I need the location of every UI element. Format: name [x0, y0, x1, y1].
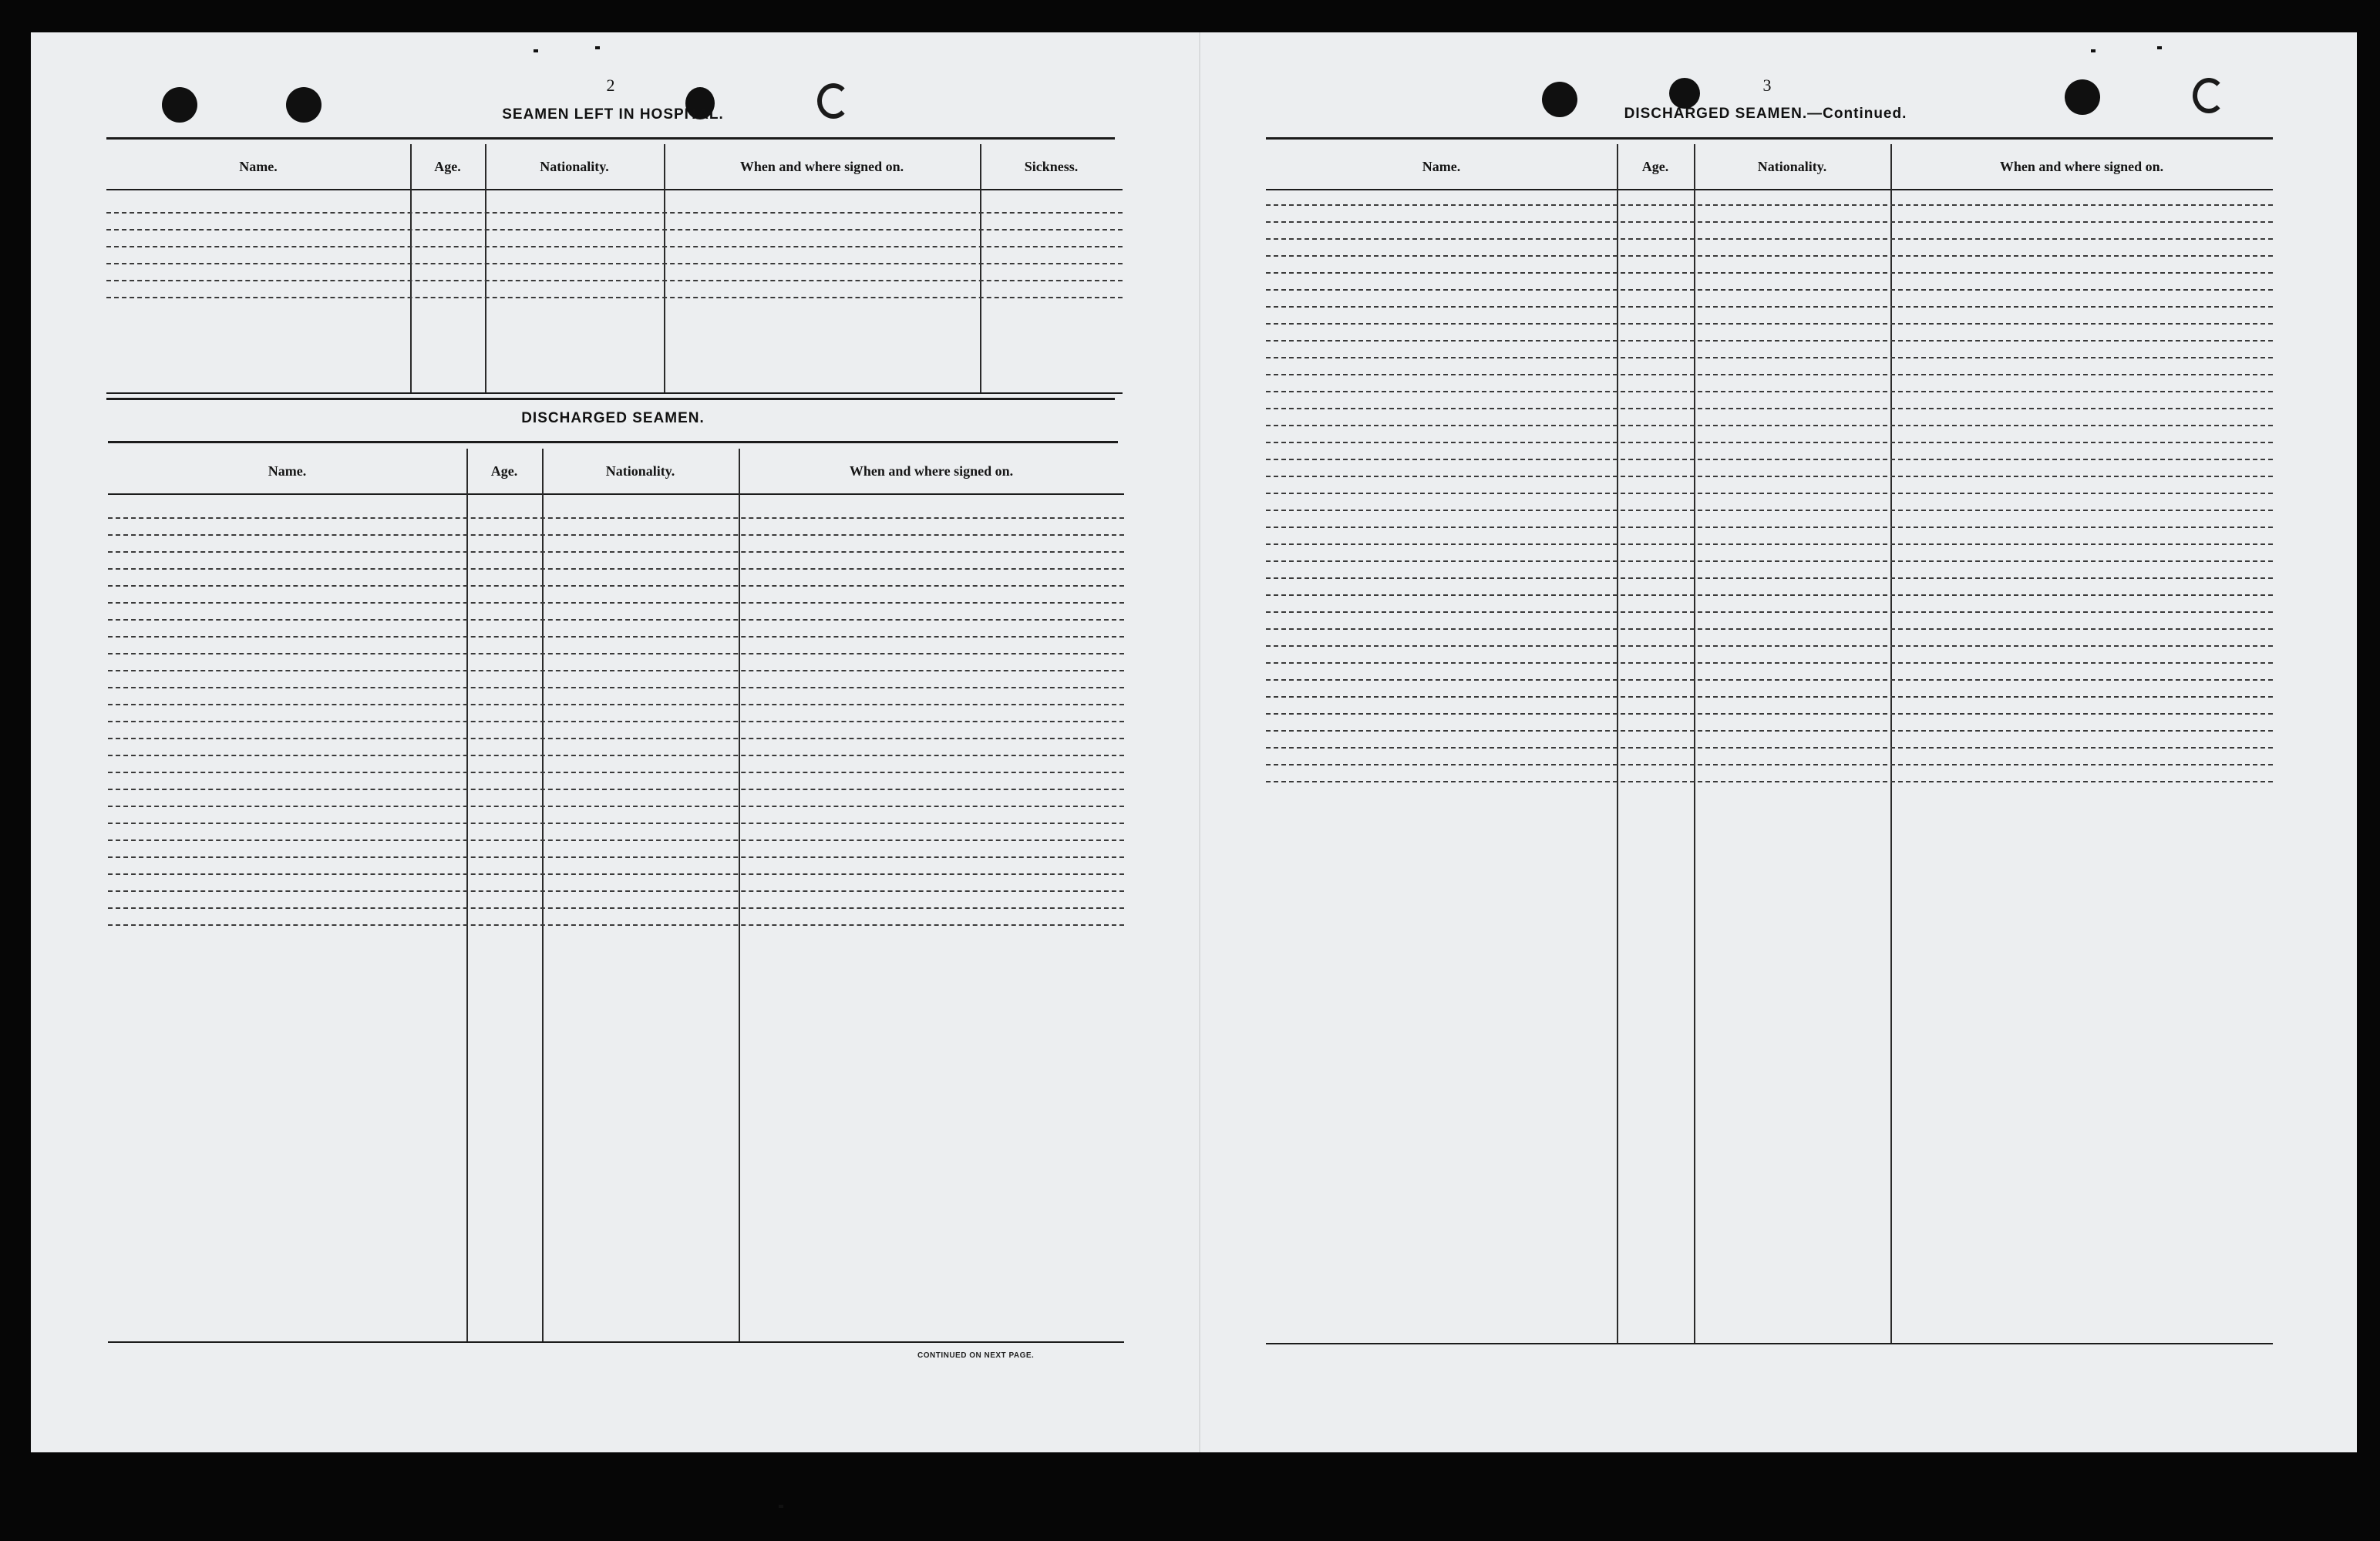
table-row [1266, 679, 2273, 681]
punch-hole [286, 87, 321, 123]
table-row [1266, 476, 2273, 477]
table-row [106, 246, 1123, 247]
table-row [108, 551, 1124, 553]
table-row [1266, 357, 2273, 358]
table-row [1266, 425, 2273, 426]
section-title-discharged-continued: DISCHARGED SEAMEN.—Continued. [1624, 106, 1907, 122]
column-header-name: Name. [1422, 158, 1461, 174]
table-row [108, 772, 1124, 773]
scan-speck [779, 1505, 783, 1508]
rule [106, 137, 1115, 140]
column-header-signed-on: When and where signed on. [1999, 158, 2164, 174]
column-divider [410, 144, 412, 394]
column-header-age: Age. [434, 158, 461, 174]
rule [108, 441, 1118, 443]
table-row [1266, 543, 2273, 545]
table-row [108, 517, 1124, 519]
table-row [108, 755, 1124, 756]
column-header-name: Name. [268, 463, 307, 479]
continued-note: CONTINUED ON NEXT PAGE. [917, 1351, 1035, 1360]
table-row [1266, 611, 2273, 613]
table-row [1266, 238, 2273, 240]
table-row [1266, 662, 2273, 664]
table-row [1266, 204, 2273, 206]
table-row [1266, 289, 2273, 291]
page-fold [1199, 32, 1200, 1452]
table-row [1266, 323, 2273, 325]
column-header-age: Age. [490, 463, 518, 479]
table-row [1266, 221, 2273, 223]
table-row [1266, 510, 2273, 511]
table-row [108, 806, 1124, 807]
page-number: 2 [606, 76, 615, 95]
punch-hole-ring [2193, 78, 2225, 113]
table-row [1266, 527, 2273, 528]
section-title-hospital: SEAMEN LEFT IN HOSPITAL. [502, 106, 724, 123]
table-row [1266, 340, 2273, 342]
section-title-discharged: DISCHARGED SEAMEN. [521, 410, 705, 426]
table-row [106, 212, 1123, 214]
table-row [1266, 374, 2273, 375]
table-row [1266, 459, 2273, 460]
table-bottom-rule [106, 392, 1123, 394]
table-row [108, 839, 1124, 841]
column-divider [980, 144, 981, 394]
table-row [1266, 306, 2273, 308]
table-row [108, 789, 1124, 790]
table-row [1266, 764, 2273, 765]
table-row [108, 890, 1124, 892]
column-header-name: Name. [239, 158, 278, 174]
table-row [108, 636, 1124, 638]
table-row [1266, 781, 2273, 782]
column-header-nationality: Nationality. [540, 158, 609, 174]
page-number: 3 [1762, 76, 1772, 95]
column-divider [542, 449, 544, 1343]
column-header-signed-on: When and where signed on. [739, 158, 904, 174]
column-header-nationality: Nationality. [1757, 158, 1827, 174]
table-row [1266, 696, 2273, 698]
scan-speck [595, 46, 600, 49]
table-row [108, 738, 1124, 739]
table-row [108, 670, 1124, 671]
table-row [1266, 747, 2273, 749]
column-divider [739, 449, 740, 1343]
table-row [108, 687, 1124, 688]
table-row [1266, 408, 2273, 409]
table-row [106, 297, 1123, 298]
punch-hole [162, 87, 197, 123]
table-row [106, 280, 1123, 281]
table-row [1266, 560, 2273, 562]
rule [1266, 137, 2273, 140]
column-header-age: Age. [1641, 158, 1669, 174]
table-row [108, 653, 1124, 654]
discharged-continued-table [1266, 144, 2273, 1344]
table-row [108, 585, 1124, 587]
punch-hole [1669, 78, 1700, 109]
scan-speck [2091, 49, 2096, 52]
column-divider [485, 144, 486, 394]
table-bottom-rule [1266, 1343, 2273, 1344]
table-row [108, 907, 1124, 909]
table-row [108, 534, 1124, 536]
column-divider [664, 144, 665, 394]
table-row [108, 823, 1124, 824]
scan-speck [534, 49, 538, 52]
table-row [1266, 594, 2273, 596]
column-header-signed-on: When and where signed on. [849, 463, 1014, 479]
rule [106, 398, 1115, 400]
column-header-nationality: Nationality. [605, 463, 675, 479]
punch-hole [2065, 79, 2100, 115]
table-row [1266, 577, 2273, 579]
table-row [1266, 493, 2273, 494]
table-row [108, 602, 1124, 604]
table-row [108, 873, 1124, 875]
scan-speck [2157, 46, 2162, 49]
table-row [1266, 628, 2273, 630]
table-row [1266, 713, 2273, 715]
table-row [1266, 255, 2273, 257]
column-header-sickness: Sickness. [1024, 158, 1079, 174]
table-row [1266, 391, 2273, 392]
hospital-table [106, 144, 1123, 394]
column-divider [466, 449, 468, 1343]
table-row [106, 229, 1123, 230]
table-row [108, 704, 1124, 705]
table-row [1266, 645, 2273, 647]
table-row [1266, 272, 2273, 274]
table-row [106, 263, 1123, 264]
table-row [1266, 730, 2273, 732]
table-row [1266, 442, 2273, 443]
discharged-table [108, 449, 1124, 1343]
table-bottom-rule [108, 1341, 1124, 1343]
table-row [108, 924, 1124, 926]
table-row [108, 721, 1124, 722]
table-row [108, 568, 1124, 570]
table-row [108, 619, 1124, 621]
table-row [108, 856, 1124, 858]
